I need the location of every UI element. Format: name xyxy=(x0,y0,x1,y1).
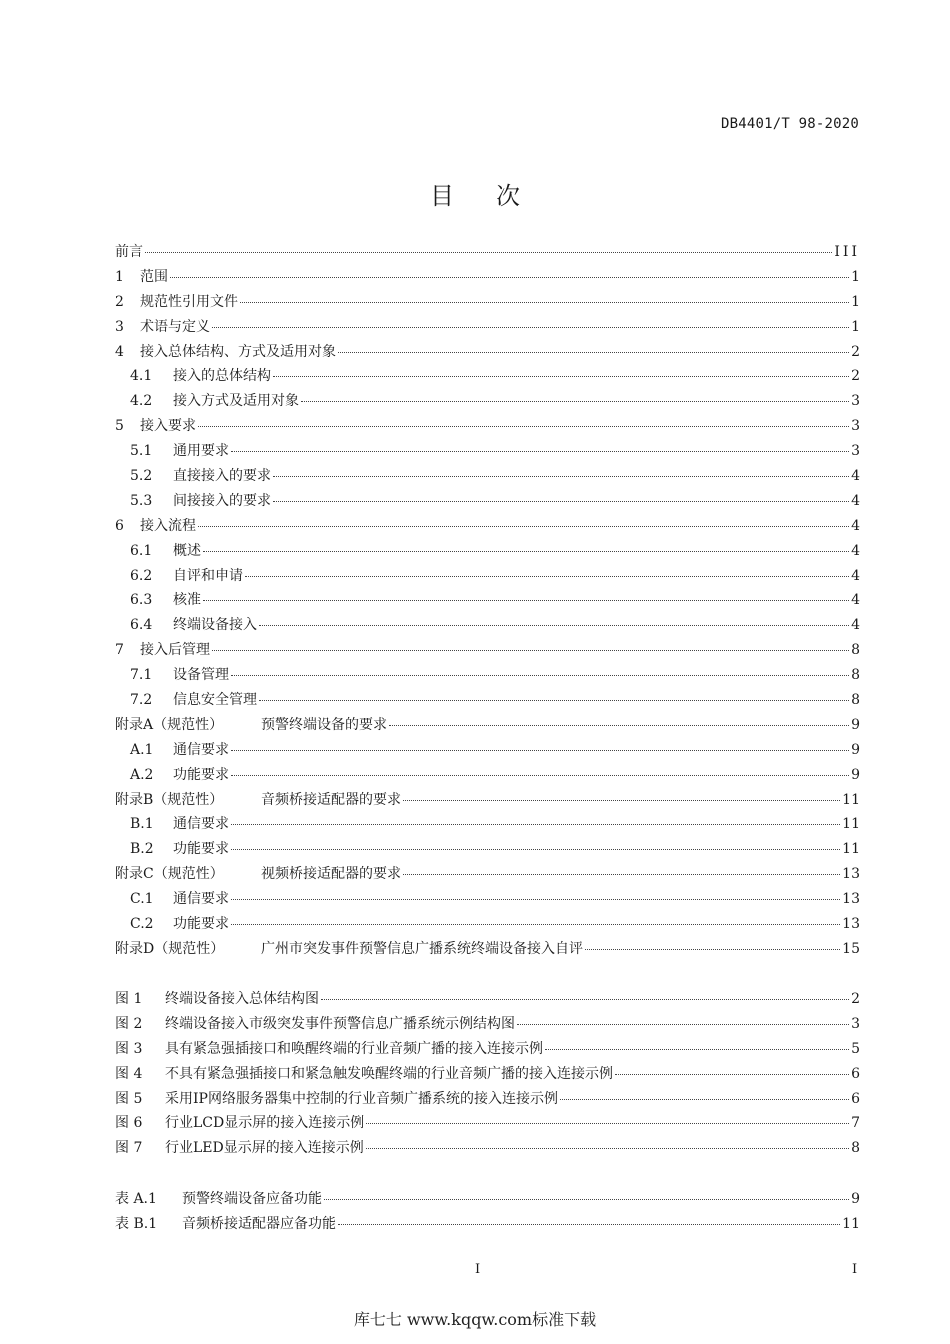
dot-leader xyxy=(324,1199,849,1200)
entry-page-number: 4 xyxy=(851,592,860,609)
entry-number: 6.4 xyxy=(130,617,153,634)
entry-page-number: 3 xyxy=(851,393,860,410)
entry-title: 终端设备接入市级突发事件预警信息广播系统示例结构图 xyxy=(165,1015,515,1032)
dot-leader xyxy=(231,824,840,825)
entry-number: 1 xyxy=(115,268,124,285)
dot-leader xyxy=(259,625,849,626)
entry-number: 4 xyxy=(115,343,124,360)
entry-page-number: 11 xyxy=(842,1215,860,1232)
entry-number: 3 xyxy=(115,318,124,335)
table-entry[interactable] xyxy=(115,1188,860,1213)
entry-number: 7.1 xyxy=(130,667,153,684)
dot-leader xyxy=(259,700,849,701)
toc-entry[interactable] xyxy=(115,316,860,341)
dot-leader xyxy=(403,800,840,801)
entry-number: 表 B.1 xyxy=(115,1215,158,1232)
dot-leader xyxy=(338,1224,840,1225)
entry-page-number: 3 xyxy=(851,1015,860,1032)
entry-number: 5.1 xyxy=(130,443,153,460)
figure-entry[interactable] xyxy=(115,1063,860,1088)
entry-title: 术语与定义 xyxy=(140,318,210,335)
entry-title: 通信要求 xyxy=(173,741,229,758)
entry-page-number: 9 xyxy=(851,716,860,733)
entry-title: 范围 xyxy=(140,268,168,285)
page-number-right: I xyxy=(852,1262,858,1277)
entry-title: 音频桥接适配器的要求 xyxy=(261,791,401,808)
table-of-contents xyxy=(115,241,860,963)
dot-leader xyxy=(560,1099,849,1100)
entry-page-number: 2 xyxy=(851,368,860,385)
entry-page-number: 8 xyxy=(851,642,860,659)
entry-title: 广州市突发事件预警信息广播系统终端设备接入自评 xyxy=(261,940,583,957)
entry-page-number: 2 xyxy=(851,343,860,360)
dot-leader xyxy=(273,476,849,477)
entry-title: 预警终端设备应备功能 xyxy=(182,1191,322,1207)
entry-title: 不具有紧急强插接口和紧急触发唤醒终端的行业音频广播的接入连接示例 xyxy=(165,1065,613,1082)
entry-number: 6 xyxy=(115,517,124,534)
table-list xyxy=(115,1188,860,1238)
entry-number: 2 xyxy=(115,293,124,310)
watermark: 库七七 www.kqqw.com标准下载 xyxy=(353,1310,597,1329)
toc-entry[interactable] xyxy=(115,913,860,938)
entry-number: B.2 xyxy=(130,841,154,858)
entry-page-number: 13 xyxy=(842,891,860,908)
entry-title: 直接接入的要求 xyxy=(173,468,271,485)
entry-title: 具有紧急强插接口和唤醒终端的行业音频广播的接入连接示例 xyxy=(165,1040,543,1057)
dot-leader xyxy=(198,526,849,527)
entry-number: 图 7 xyxy=(115,1140,143,1157)
entry-number: 6.2 xyxy=(130,567,153,584)
entry-page-number: 9 xyxy=(851,741,860,758)
toc-entry[interactable] xyxy=(115,863,860,888)
entry-title: 终端设备接入 xyxy=(173,617,257,634)
entry-title: 接入后管理 xyxy=(140,642,210,659)
entry-page-number: 4 xyxy=(851,542,860,559)
dot-leader xyxy=(301,401,849,402)
entry-number: 5.3 xyxy=(130,492,153,509)
figure-entry[interactable] xyxy=(115,1112,860,1137)
toc-entry[interactable] xyxy=(115,465,860,490)
entry-title: 间接接入的要求 xyxy=(173,492,271,509)
entry-title: 概述 xyxy=(173,542,201,559)
entry-number: 7.2 xyxy=(130,692,153,709)
entry-title: 行业LED显示屏的接入连接示例 xyxy=(165,1140,364,1157)
entry-number: 表 A.1 xyxy=(115,1191,157,1207)
dot-leader xyxy=(231,750,849,751)
entry-number: A.2 xyxy=(130,766,154,783)
toc-entry[interactable] xyxy=(115,689,860,714)
entry-number: 5 xyxy=(115,418,124,435)
entry-number: 6.3 xyxy=(130,592,153,609)
dot-leader xyxy=(615,1074,849,1075)
entry-number: 附录B（规范性） xyxy=(115,791,224,808)
entry-page-number: 3 xyxy=(851,418,860,435)
entry-number: 图 4 xyxy=(115,1065,143,1082)
dot-leader xyxy=(145,252,832,253)
toc-entry[interactable] xyxy=(115,614,860,639)
entry-title: 功能要求 xyxy=(173,766,229,783)
entry-number: 图 3 xyxy=(115,1040,143,1057)
toc-entry[interactable] xyxy=(115,415,860,440)
entry-page-number: 4 xyxy=(851,468,860,485)
toc-entry[interactable] xyxy=(115,540,860,565)
dot-leader xyxy=(212,650,849,651)
entry-number: C.2 xyxy=(130,916,154,933)
dot-leader xyxy=(338,352,849,353)
figure-entry[interactable] xyxy=(115,1038,860,1063)
entry-title: 接入的总体结构 xyxy=(173,368,271,385)
entry-page-number: 3 xyxy=(851,443,860,460)
dot-leader xyxy=(231,924,840,925)
dot-leader xyxy=(203,551,849,552)
entry-number: 附录D（规范性） xyxy=(115,940,225,957)
entry-number: 6.1 xyxy=(130,542,153,559)
dot-leader xyxy=(545,1049,849,1050)
entry-page-number: 6 xyxy=(851,1065,860,1082)
dot-leader xyxy=(170,277,849,278)
entry-title: 通信要求 xyxy=(173,891,229,908)
entry-page-number: 8 xyxy=(851,667,860,684)
standard-code: DB4401/T 98-2020 xyxy=(720,116,859,132)
dot-leader xyxy=(366,1123,849,1124)
entry-title: 行业LCD显示屏的接入连接示例 xyxy=(165,1115,365,1132)
entry-title: 规范性引用文件 xyxy=(140,293,238,310)
entry-page-number: 4 xyxy=(851,492,860,509)
entry-title: 通用要求 xyxy=(173,443,229,460)
entry-page-number: 11 xyxy=(842,791,860,808)
entry-title: 功能要求 xyxy=(173,916,229,933)
toc-entry[interactable] xyxy=(115,813,860,838)
page-number-center: I xyxy=(475,1262,481,1277)
toc-entry[interactable] xyxy=(115,938,860,963)
dot-leader xyxy=(231,899,840,900)
entry-page-number: 9 xyxy=(851,766,860,783)
toc-entry[interactable] xyxy=(115,515,860,540)
dot-leader xyxy=(198,426,849,427)
toc-entry[interactable] xyxy=(115,888,860,913)
entry-page-number: 1 xyxy=(851,268,860,285)
dot-leader xyxy=(231,775,849,776)
dot-leader xyxy=(231,451,849,452)
dot-leader xyxy=(231,675,849,676)
table-entry[interactable] xyxy=(115,1213,860,1238)
figure-entry[interactable] xyxy=(115,1013,860,1038)
figure-list xyxy=(115,988,860,1162)
entry-number: A.1 xyxy=(130,741,154,758)
entry-page-number: 5 xyxy=(851,1040,860,1057)
entry-title: 前言 xyxy=(115,244,143,260)
toc-entry[interactable] xyxy=(115,789,860,814)
figure-entry[interactable] xyxy=(115,1137,860,1162)
entry-number: 4.2 xyxy=(130,393,153,410)
toc-entry[interactable] xyxy=(115,639,860,664)
entry-title: 接入要求 xyxy=(140,418,196,435)
dot-leader xyxy=(245,576,849,577)
entry-page-number: 1 xyxy=(851,293,860,310)
toc-entry[interactable] xyxy=(115,664,860,689)
toc-entry[interactable] xyxy=(115,291,860,316)
entry-page-number: 11 xyxy=(842,816,860,833)
entry-title: 自评和申请 xyxy=(173,567,243,584)
toc-entry[interactable] xyxy=(115,266,860,291)
dot-leader xyxy=(389,725,849,726)
entry-page-number: 9 xyxy=(851,1191,860,1207)
entry-page-number: 8 xyxy=(851,1140,860,1157)
entry-number: 图 2 xyxy=(115,1015,143,1032)
toc-entry[interactable] xyxy=(115,241,860,266)
entry-title: 音频桥接适配器应备功能 xyxy=(182,1215,336,1232)
entry-title: 信息安全管理 xyxy=(173,692,257,709)
entry-number: 附录A（规范性） xyxy=(115,716,224,733)
dot-leader xyxy=(321,999,849,1000)
entry-title: 采用IP网络服务器集中控制的行业音频广播系统的接入连接示例 xyxy=(165,1090,558,1107)
dot-leader xyxy=(517,1024,849,1025)
entry-title: 接入流程 xyxy=(140,517,196,534)
toc-entry[interactable] xyxy=(115,589,860,614)
entry-page-number: 13 xyxy=(842,916,860,933)
toc-entry[interactable] xyxy=(115,365,860,390)
entry-number: 图 6 xyxy=(115,1115,143,1132)
entry-page-number: 4 xyxy=(851,617,860,634)
entry-title: 接入方式及适用对象 xyxy=(173,393,299,410)
dot-leader xyxy=(273,376,849,377)
toc-entry[interactable] xyxy=(115,565,860,590)
entry-title: 终端设备接入总体结构图 xyxy=(165,991,319,1007)
entry-number: 附录C（规范性） xyxy=(115,866,224,883)
dot-leader xyxy=(585,949,840,950)
entry-title: 功能要求 xyxy=(173,841,229,858)
toc-entry[interactable] xyxy=(115,764,860,789)
entry-number: 5.2 xyxy=(130,468,153,485)
dot-leader xyxy=(212,327,849,328)
entry-title: 通信要求 xyxy=(173,816,229,833)
entry-page-number: 4 xyxy=(851,517,860,534)
entry-page-number: 15 xyxy=(842,940,860,957)
entry-page-number: 2 xyxy=(851,991,860,1007)
dot-leader xyxy=(203,600,849,601)
entry-title: 预警终端设备的要求 xyxy=(261,716,387,733)
entry-page-number: 1 xyxy=(851,318,860,335)
entry-number: C.1 xyxy=(130,891,154,908)
entry-title: 接入总体结构、方式及适用对象 xyxy=(140,343,336,360)
dot-leader xyxy=(366,1148,849,1149)
toc-entry[interactable] xyxy=(115,714,860,739)
entry-number: 4.1 xyxy=(130,368,153,385)
entry-page-number: 11 xyxy=(842,841,860,858)
toc-entry[interactable] xyxy=(115,490,860,515)
page-title: 目次 xyxy=(430,182,562,210)
entry-title: 视频桥接适配器的要求 xyxy=(261,866,401,883)
entry-page-number: 4 xyxy=(851,567,860,584)
entry-number: 图 5 xyxy=(115,1090,143,1107)
toc-entry[interactable] xyxy=(115,739,860,764)
toc-entry[interactable] xyxy=(115,390,860,415)
entry-page-number: 6 xyxy=(851,1090,860,1107)
figure-entry[interactable] xyxy=(115,988,860,1013)
entry-title: 核准 xyxy=(173,592,201,609)
toc-entry[interactable] xyxy=(115,341,860,366)
dot-leader xyxy=(231,849,840,850)
toc-entry[interactable] xyxy=(115,440,860,465)
entry-title: 设备管理 xyxy=(173,667,229,684)
dot-leader xyxy=(403,874,840,875)
dot-leader xyxy=(240,302,849,303)
entry-page-number: 13 xyxy=(842,866,860,883)
entry-number: B.1 xyxy=(130,816,154,833)
dot-leader xyxy=(273,501,849,502)
entry-page-number: III xyxy=(834,244,860,260)
entry-page-number: 8 xyxy=(851,692,860,709)
entry-number: 7 xyxy=(115,642,124,659)
entry-page-number: 7 xyxy=(851,1115,860,1132)
entry-number: 图 1 xyxy=(115,991,143,1007)
figure-entry[interactable] xyxy=(115,1088,860,1113)
toc-entry[interactable] xyxy=(115,838,860,863)
